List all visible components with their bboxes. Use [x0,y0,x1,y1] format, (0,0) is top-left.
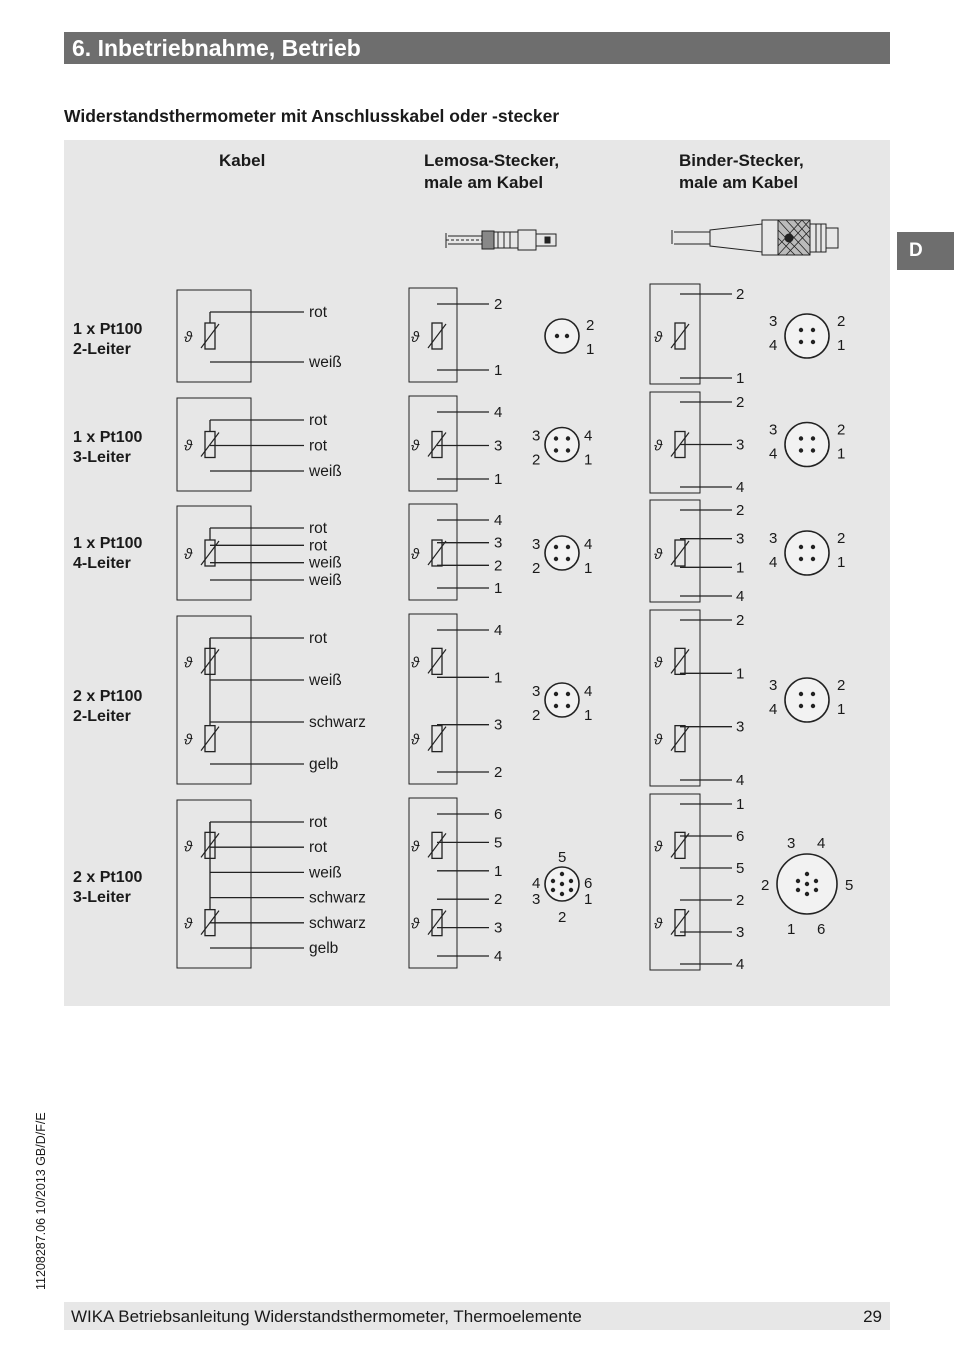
cable-box [177,800,251,968]
theta-symbol: ϑ [411,329,420,346]
resistor-symbol [411,726,446,752]
lemosa-pin-label: 5 [494,834,503,852]
binder-pin-label: 3 [736,718,745,736]
lemosa-socket-pin: 4 [584,683,593,700]
resistor-symbol [654,726,689,752]
wire-label: rot [309,437,328,455]
chapter-title: 6. Inbetriebnahme, Betrieb [72,35,361,61]
resistor-symbol [411,832,446,858]
lemosa-socket-pin: 3 [532,683,541,700]
lemosa-socket-pin: 4 [532,875,541,892]
binder-socket-pin: 4 [769,337,778,354]
row-label-wiring: 4-Leiter [73,555,131,572]
column-header-kabel: Kabel [219,151,266,170]
binder-pin-label: 4 [736,956,745,973]
resistor-symbol [654,648,689,674]
row-2 [73,392,845,496]
binder-connector-icon [672,220,838,255]
binder-socket-pin: 1 [837,445,846,463]
theta-symbol: ϑ [184,915,193,933]
binder-pin-label: 1 [736,370,745,387]
footer-text: WIKA Betriebsanleitung Widerstandsthermometer, Thermoelemente [71,1307,582,1326]
binder-pin-label: 4 [736,588,745,605]
binder-socket-pin: 1 [837,554,846,571]
lemosa-socket-icon [545,428,579,462]
binder-socket-pin: 1 [837,701,846,718]
wire-label: gelb [309,756,339,773]
wire-label: rot [309,520,328,537]
theta-symbol: ϑ [184,546,193,563]
section-title: Widerstandsthermometer mit Anschlusskabel oder -stecker [64,106,560,126]
lemosa-pin-label: 2 [494,891,503,909]
binder-socket-pin: 3 [769,530,778,547]
binder-pin-label: 2 [736,394,745,411]
lemosa-pin-label: 4 [494,512,503,529]
theta-symbol: ϑ [411,546,420,563]
lemosa-socket-pin: 3 [532,891,541,908]
wire-label: weiß [309,554,342,572]
binder-socket-pin: 6 [817,921,826,938]
theta-symbol: ϑ [411,915,420,933]
binder-socket-icon [777,854,837,914]
theta-symbol: ϑ [654,546,663,563]
lemosa-pin-label: 2 [494,764,503,781]
column-header-binder-line2: male am Kabel [679,173,799,192]
row-label-wiring: 3-Leiter [73,449,131,466]
lemosa-pin-label: 4 [494,948,503,965]
resistor-symbol [411,540,446,566]
column-header-binder-line1: Binder-Stecker, [679,151,804,170]
chapter-header-bar [64,32,890,64]
theta-symbol: ϑ [411,838,420,856]
wire-label: rot [309,839,328,857]
binder-pin-label: 5 [736,860,745,877]
binder-pin-label: 4 [736,479,745,496]
row-label-count: 1 x Pt100 [73,321,143,338]
binder-pin-label: 2 [736,612,745,629]
lemosa-pin-label: 3 [494,437,503,455]
lemosa-socket-pin: 2 [532,451,541,469]
binder-socket-pin: 4 [769,445,778,463]
lemosa-pin-label: 1 [494,471,503,488]
row-label-wiring: 3-Leiter [73,889,131,906]
resistor-symbol [184,432,219,458]
lemosa-pin-label: 6 [494,806,503,823]
theta-symbol: ϑ [411,654,420,672]
lemosa-pin-label: 1 [494,362,503,379]
row-label-wiring: 2-Leiter [73,708,131,725]
binder-pin-label: 4 [736,772,745,789]
wire-label: weiß [309,672,342,689]
binder-pin-label: 6 [736,828,745,845]
resistor-symbol [184,726,219,752]
lemosa-socket-pin: 4 [584,536,593,553]
wiring-diagram [64,140,890,1006]
wire-label: weiß [309,354,342,371]
binder-socket-pin: 2 [837,421,846,439]
wire-label: rot [309,304,328,321]
wire-label: rot [309,537,328,555]
binder-pin-label: 3 [736,924,745,941]
page-number: 29 [863,1307,882,1326]
binder-socket-pin: 2 [837,677,846,694]
lemosa-socket-pin: 5 [558,849,567,866]
binder-pin-label: 3 [736,530,745,548]
theta-symbol: ϑ [184,437,193,455]
wire-label: rot [309,630,328,647]
wire-label: weiß [309,463,342,480]
binder-socket-icon [785,531,829,575]
theta-symbol: ϑ [654,654,663,672]
lemosa-socket-pin: 2 [558,909,567,926]
lemosa-socket-icon [545,867,579,901]
lemosa-box [409,798,457,968]
binder-socket-pin: 3 [769,421,778,439]
lemosa-pin-label: 4 [494,622,503,639]
binder-pin-label: 2 [736,892,745,909]
theta-symbol: ϑ [184,731,193,749]
language-tab[interactable]: D [897,232,954,270]
lemosa-socket-pin: 1 [584,560,593,577]
theta-symbol: ϑ [411,731,420,749]
wire-label: gelb [309,940,339,957]
row-label-count: 2 x Pt100 [73,869,143,886]
theta-symbol: ϑ [411,437,420,455]
binder-socket-pin: 4 [769,554,778,571]
column-header-lemosa-line1: Lemosa-Stecker, [424,151,560,170]
lemosa-socket-icon [545,683,579,717]
lemosa-socket-pin: 1 [584,451,593,469]
lemosa-box [409,614,457,784]
lemosa-socket-pin: 2 [586,317,595,334]
resistor-symbol [654,540,689,566]
lemosa-socket-pin: 1 [584,891,593,908]
lemosa-socket-icon [545,536,579,570]
theta-symbol: ϑ [184,838,193,856]
binder-socket-pin: 2 [837,313,846,330]
binder-socket-pin: 1 [837,337,846,354]
row-label-wiring: 2-Leiter [73,341,131,358]
lemosa-pin-label: 3 [494,919,503,937]
lemosa-pin-label: 1 [494,580,503,597]
theta-symbol: ϑ [654,838,663,856]
resistor-symbol [411,323,446,349]
row-1 [73,284,845,387]
binder-socket-pin: 4 [769,701,778,718]
theta-symbol: ϑ [654,731,663,749]
document-code: 11208287.06 10/2013 GB/D/F/E [34,1112,48,1290]
binder-box [650,794,700,970]
binder-pin-label: 3 [736,436,745,454]
lemosa-pin-label: 3 [494,716,503,734]
lemosa-socket-pin: 3 [532,536,541,553]
lemosa-socket-pin: 3 [532,427,541,445]
row-3 [73,500,845,605]
resistor-symbol [411,432,446,458]
row-label-count: 1 x Pt100 [73,429,143,446]
binder-pin-label: 2 [736,286,745,303]
resistor-symbol [411,648,446,674]
binder-pin-label: 1 [736,559,745,577]
theta-symbol: ϑ [654,915,663,933]
lemosa-pin-label: 4 [494,404,503,421]
wire-label: rot [309,412,328,429]
binder-socket-pin: 5 [845,877,854,894]
binder-socket-icon [785,314,829,358]
lemosa-socket-pin: 2 [532,707,541,724]
lemosa-socket-pin: 4 [584,427,593,445]
wiring-diagram-panel [64,140,890,1006]
wire-label: weiß [309,572,342,589]
lemosa-pin-label: 2 [494,296,503,313]
wire-label: weiß [309,864,342,882]
binder-socket-pin: 3 [787,835,796,852]
wire-label: schwarz [309,714,366,731]
row-label-count: 2 x Pt100 [73,688,143,705]
lemosa-socket-pin: 1 [584,707,593,724]
lemosa-pin-label: 3 [494,534,503,552]
binder-socket-pin: 4 [817,835,826,852]
binder-socket-pin: 2 [761,877,770,894]
wire-label: schwarz [309,889,366,907]
resistor-symbol [184,832,219,858]
theta-symbol: ϑ [654,437,663,455]
theta-symbol: ϑ [654,329,663,346]
lemosa-pin-label: 2 [494,557,503,575]
column-header-lemosa-line2: male am Kabel [424,173,544,192]
row-4 [73,610,845,789]
binder-pin-label: 1 [736,665,745,683]
binder-box [650,610,700,786]
theta-symbol: ϑ [184,654,193,672]
wire-label: schwarz [309,914,366,932]
footer-bar [64,1302,890,1330]
lemosa-socket-pin: 1 [586,341,595,358]
binder-socket-pin: 3 [769,677,778,694]
resistor-symbol [654,323,689,349]
binder-socket-pin: 2 [837,530,846,547]
lemosa-socket-icon [545,319,579,353]
binder-socket-icon [785,678,829,722]
binder-pin-label: 2 [736,502,745,519]
resistor-symbol [184,648,219,674]
lemosa-pin-label: 1 [494,669,503,687]
row-5 [73,794,853,973]
binder-pin-label: 1 [736,796,745,813]
binder-socket-pin: 1 [787,921,796,938]
resistor-symbol [411,910,446,936]
cable-box [177,616,251,784]
lemosa-pin-label: 1 [494,862,503,880]
binder-socket-icon [785,423,829,467]
binder-socket-pin: 3 [769,313,778,330]
lemosa-connector-icon [446,230,556,250]
row-label-count: 1 x Pt100 [73,535,143,552]
resistor-symbol [184,323,219,349]
lemosa-socket-pin: 6 [584,875,593,892]
theta-symbol: ϑ [184,329,193,346]
lemosa-socket-pin: 2 [532,560,541,577]
wire-label: rot [309,814,328,831]
